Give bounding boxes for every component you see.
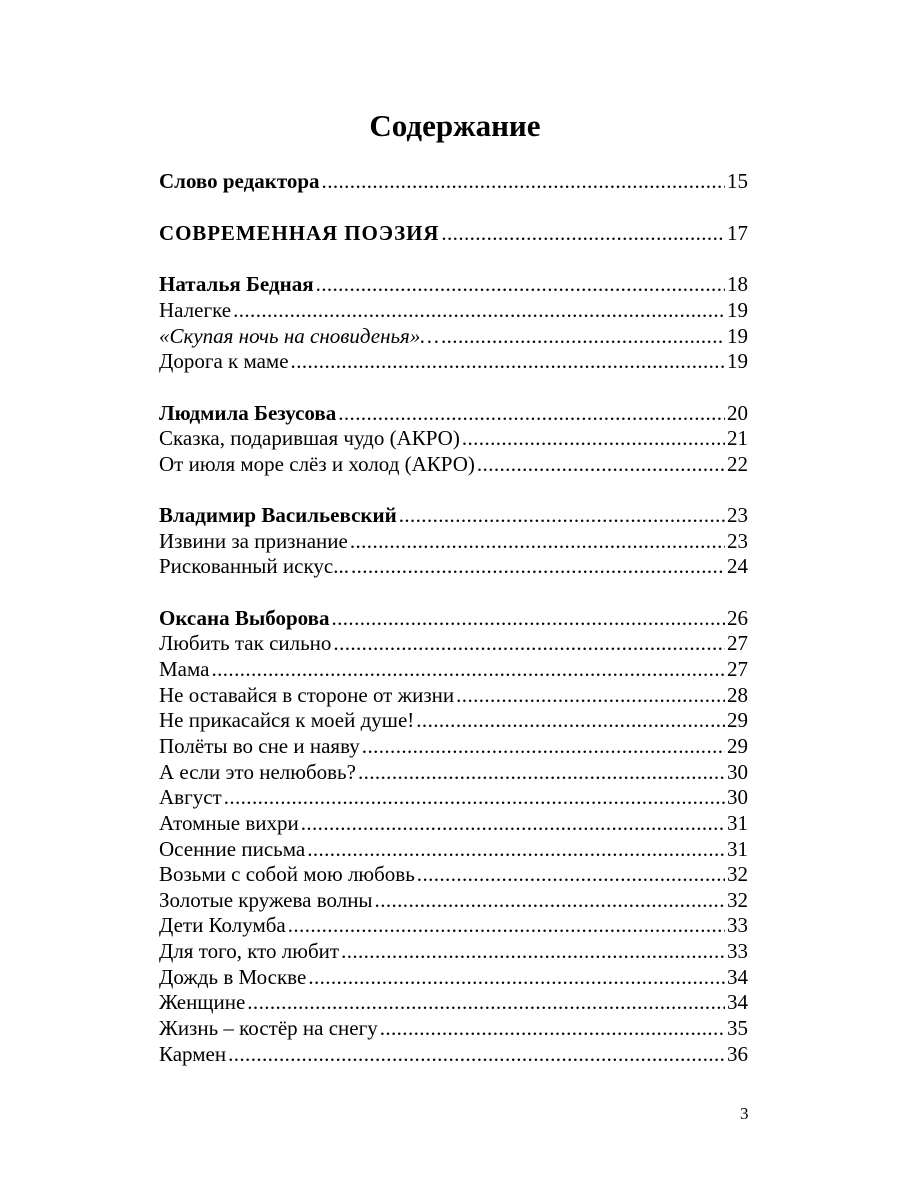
toc-entry-title: Любить так сильно (159, 631, 332, 655)
page-title: Содержание (369, 108, 541, 143)
toc-poem-entry[interactable] (159, 323, 748, 349)
toc-entry-title: Дождь в Москве (159, 965, 307, 989)
toc-entry-page: 26 (727, 606, 748, 630)
toc-poem-entry[interactable] (159, 1041, 748, 1067)
toc-entry-page: 19 (727, 349, 748, 373)
toc-entry-title: Атомные вихри (159, 811, 299, 835)
dot-leader (288, 912, 725, 938)
dot-leader (338, 400, 725, 426)
toc-entry-page: 31 (727, 811, 748, 835)
toc-entry-page: 35 (727, 1016, 748, 1040)
toc-entry-page: 33 (727, 913, 748, 937)
toc-entry-page: 15 (727, 169, 748, 193)
toc-entry-page: 31 (727, 837, 748, 861)
toc-poem-entry[interactable] (159, 528, 748, 554)
toc-entry-title: Дети Колумба (159, 913, 286, 937)
toc-poem-entry[interactable] (159, 451, 748, 477)
toc-entry-page: 19 (727, 324, 748, 348)
toc-entry-page: 32 (727, 888, 748, 912)
page-number: 3 (740, 1104, 749, 1123)
toc-entry-page: 30 (727, 760, 748, 784)
dot-leader (417, 861, 725, 887)
toc-entry-page: 24 (727, 554, 748, 578)
toc-author-entry[interactable] (159, 502, 748, 528)
toc-entry-title: Осенние письма (159, 837, 306, 861)
dot-leader (291, 348, 725, 374)
dot-leader (375, 887, 725, 913)
toc-poem-entry[interactable] (159, 425, 748, 451)
toc-entry-title: Полёты во сне и наяву (159, 734, 360, 758)
dot-leader (416, 707, 725, 733)
toc-author-entry[interactable] (159, 400, 748, 426)
toc-poem-entry[interactable] (159, 912, 748, 938)
dot-leader (301, 810, 725, 836)
toc-entry-page: 20 (727, 401, 748, 425)
toc-entry-title: Слово редактора (159, 169, 320, 193)
dot-leader (477, 451, 725, 477)
toc-author-entry[interactable] (159, 271, 748, 297)
toc-entry-title: Сказка, подарившая чудо (АКРО) (159, 426, 460, 450)
toc-entry-page: 21 (727, 426, 748, 450)
toc-entry-page: 36 (727, 1042, 748, 1066)
toc-entry-page: 17 (727, 221, 748, 245)
toc-poem-entry[interactable] (159, 682, 748, 708)
dot-leader (362, 733, 725, 759)
dot-leader (228, 1041, 725, 1067)
dot-leader (333, 630, 725, 656)
dot-leader (308, 964, 725, 990)
toc-poem-entry[interactable] (159, 989, 748, 1015)
toc-poem-entry[interactable] (159, 810, 748, 836)
toc-poem-entry[interactable] (159, 887, 748, 913)
dot-leader (441, 220, 725, 246)
toc-entry-title: Мама (159, 657, 210, 681)
dot-leader (247, 989, 725, 1015)
toc-entry-title: Оксана Выборова (159, 606, 330, 630)
toc-poem-entry[interactable] (159, 759, 748, 785)
toc-entry-title: Возьми с собой мою любовь (159, 862, 415, 886)
toc-entry-page: 19 (727, 298, 748, 322)
dot-leader (316, 271, 725, 297)
toc-entry-title: От июля море слёз и холод (АКРО) (159, 452, 475, 476)
toc-poem-entry[interactable] (159, 836, 748, 862)
toc-poem-entry[interactable] (159, 630, 748, 656)
toc-entry-title: Дорога к маме (159, 349, 289, 373)
toc-entry-editor-word[interactable] (159, 168, 748, 194)
toc-entry-page: 28 (727, 683, 748, 707)
dot-leader (307, 836, 725, 862)
toc-entry-title: «Скупая ночь на сновиденья»… (159, 324, 439, 348)
toc-entry-title: Рискованный искус... (159, 554, 349, 578)
toc-entry-page: 33 (727, 939, 748, 963)
toc-entry-page: 34 (727, 990, 748, 1014)
dot-leader (456, 682, 725, 708)
toc-entry-title: Не прикасайся к моей душе! (159, 708, 415, 732)
toc-entry-title: Кармен (159, 1042, 227, 1066)
dot-leader (224, 784, 725, 810)
toc-poem-entry[interactable] (159, 784, 748, 810)
toc-poem-entry[interactable] (159, 707, 748, 733)
toc-entry-title: Извини за признание (159, 529, 348, 553)
toc-entry-title: Не оставайся в стороне от жизни (159, 683, 455, 707)
toc-author-entry[interactable] (159, 605, 748, 631)
toc-entry-page: 23 (727, 503, 748, 527)
toc-entry-page: 30 (727, 785, 748, 809)
toc-entry-title: Налегке (159, 298, 232, 322)
toc-entry-title: Жизнь – костёр на снегу (159, 1016, 378, 1040)
toc-entry-title: А если это нелюбовь? (159, 760, 356, 784)
dot-leader (351, 553, 725, 579)
dot-leader (322, 168, 725, 194)
dot-leader (399, 502, 725, 528)
toc-poem-entry[interactable] (159, 348, 748, 374)
toc-poem-entry[interactable] (159, 733, 748, 759)
toc-entry-page: 18 (727, 272, 748, 296)
toc-entry-page: 27 (727, 657, 748, 681)
toc-entry-title: Наталья Бедная (159, 272, 314, 296)
dot-leader (462, 425, 725, 451)
toc-entry-page: 34 (727, 965, 748, 989)
toc-poem-entry[interactable] (159, 297, 748, 323)
toc-entry-title: Август (159, 785, 222, 809)
toc-entry-page: 32 (727, 862, 748, 886)
toc-poem-entry[interactable] (159, 656, 748, 682)
toc-poem-entry[interactable] (159, 861, 748, 887)
dot-leader (211, 656, 725, 682)
toc-entry-title: СОВРЕМЕННАЯ ПОЭЗИЯ (159, 221, 440, 245)
dot-leader (380, 1015, 725, 1041)
dot-leader (358, 759, 725, 785)
toc-poem-entry[interactable] (159, 938, 748, 964)
toc-entry-page: 27 (727, 631, 748, 655)
toc-entry-page: 29 (727, 708, 748, 732)
dot-leader (233, 297, 725, 323)
toc-entry-page: 29 (727, 734, 748, 758)
toc-entry-title: Золотые кружева волны (159, 888, 373, 912)
toc-poem-entry[interactable] (159, 553, 748, 579)
toc-entry-page: 22 (727, 452, 748, 476)
toc-section-modern-poetry[interactable] (159, 220, 748, 246)
toc-poem-entry[interactable] (159, 964, 748, 990)
dot-leader (341, 938, 725, 964)
dot-leader (441, 323, 725, 349)
dot-leader (331, 605, 725, 631)
dot-leader (350, 528, 725, 554)
toc-entry-page: 23 (727, 529, 748, 553)
toc-entry-title: Женщине (159, 990, 246, 1014)
toc-poem-entry[interactable] (159, 1015, 748, 1041)
toc-entry-title: Для того, кто любит (159, 939, 340, 963)
toc-entry-title: Владимир Васильевский (159, 503, 397, 527)
toc-entry-title: Людмила Безусова (159, 401, 337, 425)
